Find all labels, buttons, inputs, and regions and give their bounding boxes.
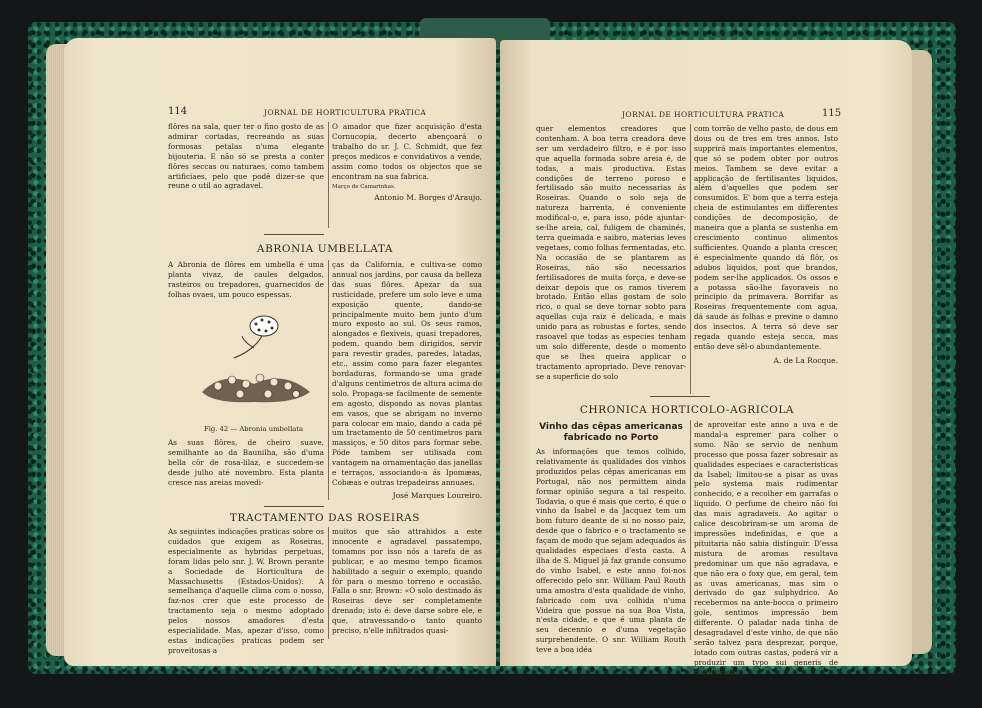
author-signature: José Marques Loureiro. [392,490,482,500]
roseiras-col2: muitos que são attrahidos a este innocente e agradavel passatempo, tomamos por isso nós a tarefa de as publicar, e ao mesmo tempo ficamos habilitado a seguir o exemplo, quando fôr para o mesmo torreno e occasião. Falla o snr. Brown: «O solo destinado ás Roseiras deve ser completamente drenado; isto é: deve darse sobre ele, e que, atravessando-o tanto quanto preciso, n'elle infiltrados quasi- [332,527,482,636]
left-top-col1: flôres na sala, quer ter o fino gosto de as admirar cortadas, recreando as suas formosas petalas n'uma elegante bijouteria. E não só se presta a conter flôres seccas ou naturaes, como tambem artificiaes, pelo que podê dizer-se que reune o util ao agradavel. [168,122,324,191]
left-page-number: 114 [168,106,188,117]
right-page [500,40,912,677]
author-signature: A. de La Rocque. [773,355,838,365]
column-divider [328,122,329,228]
author-signature: Antonio M. Borges d'Araujo. [374,193,482,203]
right-col2: com torrão de velho pasto, de dous em dous ou de tres em tres annos. Isto supprirá mais importantes elementos, que só se podem obter por outros meios. Tambem se deve evitar a applicação de fertilisantes liquidos, além d'aquelles que podem ser consumidos. E' bom que a terra esteja cheia de estimulantes em differentes condições de decomposição, de maneira que a planta se sustenha em crescimento continuo alimentos sufficientes. Quando a planta crescer, é especialmente quando dá flôr, os adubos liquidos, post que brandos, podem ser-lhe applicados. Os ossos e a potassa são-lhe favoraveis no principio da primavera. Borrifar as Roseiras frequentemente com agua, dá saude ás folhas e previne o damno dos insectos. A terra só deve ser regada quando esteja secca, mas então deve sêl-o abundantemente. A. de La Rocque. [694,124,838,365]
left-running-head: JORNAL DE HORTICULTURA PRATICA [264,108,427,117]
abronia-intro: A Abronia de flôres em umbella é uma planta vivaz, de caules delgados, rasteiros ou trepadores, guarnecidos de folhas ovaes, um pouco espessas. [168,260,324,299]
chronica-col1: Vinho das cêpas americanas fabricado no Porto As informações que temos colhido, relativamente ás qualidades dos vinhos produzidos pelas cêpas americanas em Portugal, não nos permittem ainda formar opinião segura a tal respeito. Todavia, o que é mais que certo, é que o vinho da Isabel e da Jacquez tem um bom futuro deante de si no nosso paiz, desde que o fabrico e o tractamento se façam de modo que sejam adequados ás qualidades especiaes d'esta casta. A ilha de S. Miguel já faz grande consumo do vinho Isabel, e este anno foi-nos offerecido pelo snr. William Paul Routh uma amostra d'esta qualidade de vinho, fabricado com uva colhida n'uma Videira que possue na sua Boa Vista, n'esta cidade, e que é uma planta de seu decennio e d'uma vegetação surprehendente. O snr. William Routh teve a boa idéa [536,422,686,655]
roseiras-col1: As seguintes indicações praticas sobre os cuidados que exigem as Roseiras, especialmente as hybridas perpetuas, foram lidas pelo snr. J. W. Brown perante a Sociedade de Horticultura de Massachusetts (Estados-Unidos). A semelhança d'aquelle clima com o nosso, faz-nos crer que este processo de tractamento seja o mesmo adoptado pelos nossos amadores d'esta especialidade. Mas, apezar d'isso, como estas indicações praticas podem ser proveitosas a [168,527,324,655]
abronia-col1b: As suas flôres, de cheiro suave, semilhante ao da Baunilha, são d'uma bella côr de rosa-lilaz, e succedem-se desde julho até novembro. Esta planta cresce nas areias movedi- [168,438,324,487]
roseiras-title: TRACTAMENTO DAS ROSEIRAS [229,512,421,524]
section-rule [650,396,710,397]
abronia-col2: ças da California, e cultiva-se como annual nos jardins, por causa da belleza das suas flôres. Apezar da sua rusticidade, prefere um solo leve e uma exposição quente, dando-se principalmente muito bem junto d'um muro exposto ao sul. Os seus ramos, alongados e flexiveis, quasi trepadores, podem, quando bem dirigidos, servir para revestir grades, paredes, latadas, etc., assim como para fazer elegantes bordaduras, formando-se uma grade d'alguns centimetros de altura acima do solo. Propaga-se facilmente de semente em agosto, dispondo as novas plantas em vasos, que se abrigam no inverno para colocar em maio, dando a cada pé um tractamento de 50 centimetros para massiços, e 50 ditos para formar sebe. Póde tambem ser utilisada com vantagem na ornamentação das janellas e terraços, associando-a ás Ipomæas, Cobæas e outras trepadeiras annuaes. José Marques Loureiro. [332,260,482,500]
chronica-col2: de aproveitar este anno a uva e de mandal-a espremer para colher o sumo. Não se servio de nenhum processo que possa fazer sobresair as qualidades especiaes e caracteristicas da Isabel; limitou-se a pisar as uvas pelo systema mais rudimentar conhecido, e a recolher em garrafas o liquido. O perfume de cheiro não foi das mais agradaveis. Ao agitar o calice descobriram-se um aroma de impressões indefinidas, e que a pituitaria não sabia distinguir. D'essa mistura de aromas resultava predominar um que não agradava, e que não era o foxy que, em geral, tem as uvas americanas, mas sim o derivado do gaz sulphydrico. Ao recebermos na ante-bocca o primeiro gole, sentimos impressão bem differente. O paladar nada tinha de desagradavel d'este vinho, de que não serão talvez para desprezar, porque, lotado com outras castas, poderá vir a produzir um typo sui generis de merecimento. [694,420,838,677]
column-divider [690,124,691,394]
section-rule [264,506,324,507]
column-divider [328,527,329,639]
right-col1: quer elementos creadores que contenham. A boa terra creadora deve ser um verdadeiro filtro, e é por isso que aquella formada sobre areia é, de todas, a mais productiva. Estas condições de terreno poroso e fertilisado são muito necessarias ás Roseiras. Quando o solo seja de natureza barrenta, é conveniente modifical-o, e, para isso, póde ajuntar-se-lhe areia, cal, fuligem de chaminés, terra queimada e saibro, materias leves vegetaes, como folhas fermentadas, etc. Na occasião de se plantarem as Roseiras, não são necessarios fertilisadores de muita força, e deve-se deixar depois que os ramos tiverem brotado. Então ellas gostam de solo rico, o qual se deve tornar sobto para aquellas cuja raiz é delicada, e mais unido para as robustas e fortes, sendo rasoavel que todas as especies tenham um solo differente, desde o momento que se lhes queira applicar o tractamento apropriado. Deve renovar-se a superficie do solo [536,124,686,381]
column-divider [690,420,691,640]
section-rule [264,234,324,235]
left-top-col2: O amador que fizer acquisição d'esta Cornucopia, decerto abençoará o trabalho do sr. J. C. Schmidt, que fez preços medicos e convidativos a vende, assim como todos os objectos que se encontram na sua fabrica. Março de Camarinhas. Antonio M. Borges d'Araujo. [332,122,482,203]
left-page [64,38,496,666]
abronia-illustration [184,300,324,422]
figure-caption: Fig. 42 — Abronia umbellata [204,425,304,433]
vinho-subtitle: Vinho das cêpas americanas fabricado no Porto [539,422,683,443]
abronia-title: ABRONIA UMBELLATA [256,243,394,255]
chronica-title: CHRONICA HORTICOLO-AGRICOLA [579,404,795,416]
right-page-number: 115 [822,108,842,119]
right-running-head: JORNAL DE HORTICULTURA PRATICA [622,110,785,119]
column-divider [328,260,329,500]
